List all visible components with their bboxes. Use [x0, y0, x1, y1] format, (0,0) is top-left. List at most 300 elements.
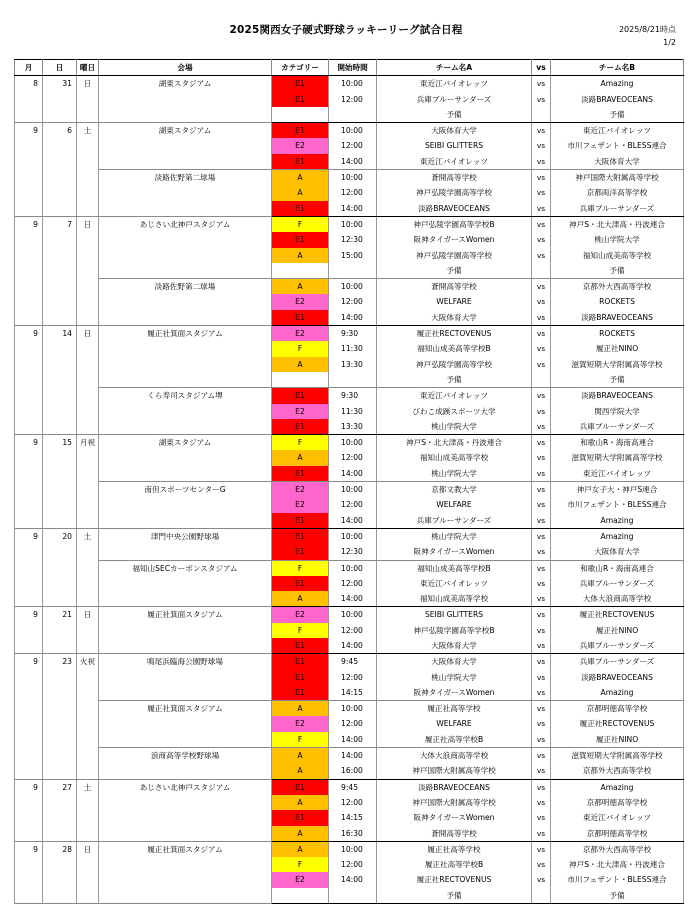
- vs-cell: vs: [532, 92, 551, 107]
- category-cell: E1: [272, 685, 329, 701]
- team-a-cell: 兵庫ブルーサンダーズ: [377, 92, 532, 107]
- category-cell: A: [272, 795, 329, 810]
- game-row: [15, 482, 684, 498]
- venue-cell: 淡路佐野第二球場: [99, 170, 272, 217]
- game-row: [15, 76, 684, 92]
- vs-cell: vs: [532, 435, 551, 451]
- vs-cell: vs: [532, 497, 551, 512]
- team-a-cell: 阪神タイガースWomen: [377, 685, 532, 701]
- vs-cell: vs: [532, 716, 551, 731]
- vs-cell: vs: [532, 326, 551, 342]
- start-time-cell: 10:00: [329, 435, 377, 451]
- vs-cell: vs: [532, 591, 551, 607]
- start-time-cell: 12:00: [329, 857, 377, 872]
- team-b-cell: 神戸S・北大津高・丹波連合: [551, 216, 684, 232]
- start-time-cell: 12:00: [329, 670, 377, 685]
- vs-cell: vs: [532, 201, 551, 217]
- start-time-cell: 12:00: [329, 795, 377, 810]
- as-of-date: 2025/8/21時点: [618, 25, 676, 34]
- category-cell: E2: [272, 404, 329, 419]
- category-cell: [272, 888, 329, 904]
- team-a-cell: 履正社RECTOVENUS: [377, 872, 532, 887]
- start-time-cell: 12:30: [329, 232, 377, 247]
- category-cell: A: [272, 748, 329, 764]
- vs-cell: vs: [532, 513, 551, 529]
- team-a-cell: 予備: [377, 263, 532, 279]
- team-a-cell: 履正社RECTOVENUS: [377, 326, 532, 342]
- header-venue: 会場: [99, 60, 272, 76]
- weekday-cell: 日: [77, 607, 99, 654]
- team-a-cell: WELFARE: [377, 716, 532, 731]
- start-time-cell: 14:15: [329, 685, 377, 701]
- start-time-cell: 14:00: [329, 201, 377, 217]
- vs-cell: vs: [532, 138, 551, 153]
- team-b-cell: 履正社NINO: [551, 732, 684, 748]
- month-cell: 9: [15, 528, 43, 606]
- category-cell: E1: [272, 528, 329, 544]
- category-cell: E1: [272, 419, 329, 435]
- game-row: [15, 528, 684, 544]
- day-cell: 6: [43, 123, 77, 217]
- team-a-cell: 大阪体育大学: [377, 310, 532, 326]
- month-cell: 8: [15, 76, 43, 123]
- month-cell: 9: [15, 216, 43, 325]
- venue-cell: 履正社箕面スタジアム: [99, 607, 272, 654]
- start-time-cell: 11:30: [329, 404, 377, 419]
- start-time-cell: 9:45: [329, 654, 377, 670]
- venue-cell: 津門中央公園野球場: [99, 528, 272, 560]
- category-cell: E2: [272, 716, 329, 731]
- team-b-cell: 予備: [551, 263, 684, 279]
- team-b-cell: 予備: [551, 372, 684, 388]
- team-a-cell: WELFARE: [377, 497, 532, 512]
- vs-cell: vs: [532, 607, 551, 623]
- team-b-cell: 淡路BRAVEOCEANS: [551, 92, 684, 107]
- start-time-cell: 14:00: [329, 872, 377, 887]
- start-time-cell: 12:00: [329, 294, 377, 309]
- weekday-cell: 日: [77, 326, 99, 435]
- start-time-cell: [329, 372, 377, 388]
- venue-cell: くら寿司スタジアム堺: [99, 388, 272, 435]
- start-time-cell: 15:00: [329, 248, 377, 263]
- category-cell: F: [272, 857, 329, 872]
- category-cell: [272, 372, 329, 388]
- day-cell: 21: [43, 607, 77, 654]
- category-cell: E1: [272, 310, 329, 326]
- start-time-cell: 14:00: [329, 591, 377, 607]
- category-cell: A: [272, 357, 329, 372]
- start-time-cell: [329, 107, 377, 123]
- start-time-cell: 13:30: [329, 419, 377, 435]
- venue-cell: 湖東スタジアム: [99, 123, 272, 170]
- vs-cell: vs: [532, 685, 551, 701]
- team-a-cell: 大阪体育大学: [377, 123, 532, 139]
- team-a-cell: 予備: [377, 107, 532, 123]
- weekday-cell: 土: [77, 123, 99, 217]
- team-a-cell: 神戸弘陵学園高等学校: [377, 185, 532, 200]
- team-a-cell: 阪神タイガースWomen: [377, 810, 532, 825]
- vs-cell: [532, 107, 551, 123]
- start-time-cell: 10:00: [329, 76, 377, 92]
- category-cell: [272, 107, 329, 123]
- team-b-cell: 履正社RECTOVENUS: [551, 716, 684, 731]
- category-cell: A: [272, 170, 329, 186]
- start-time-cell: 12:00: [329, 185, 377, 200]
- team-b-cell: 兵庫ブルーサンダーズ: [551, 201, 684, 217]
- team-a-cell: 予備: [377, 888, 532, 904]
- vs-cell: vs: [532, 357, 551, 372]
- header-weekday: 曜日: [77, 60, 99, 76]
- start-time-cell: 12:00: [329, 576, 377, 591]
- team-a-cell: 大体大浪商高等学校: [377, 748, 532, 764]
- vs-cell: vs: [532, 732, 551, 748]
- header-category: カテゴリー: [272, 60, 329, 76]
- team-a-cell: 桃山学院大学: [377, 670, 532, 685]
- start-time-cell: 12:00: [329, 716, 377, 731]
- vs-cell: vs: [532, 482, 551, 498]
- team-b-cell: 京都外大西高等学校: [551, 763, 684, 779]
- vs-cell: vs: [532, 826, 551, 842]
- category-cell: E1: [272, 670, 329, 685]
- team-a-cell: 東近江バイオレッツ: [377, 76, 532, 92]
- day-cell: 31: [43, 76, 77, 123]
- start-time-cell: 14:00: [329, 310, 377, 326]
- venue-cell: あじさい北神戸スタジアム: [99, 779, 272, 841]
- vs-cell: vs: [532, 216, 551, 232]
- team-b-cell: 兵庫ブルーサンダーズ: [551, 419, 684, 435]
- category-cell: E1: [272, 123, 329, 139]
- month-cell: 9: [15, 326, 43, 435]
- start-time-cell: 10:00: [329, 528, 377, 544]
- game-row: [15, 123, 684, 139]
- team-b-cell: 兵庫ブルーサンダーズ: [551, 638, 684, 654]
- game-row: [15, 607, 684, 623]
- vs-cell: vs: [532, 170, 551, 186]
- game-row: [15, 701, 684, 717]
- start-time-cell: 10:00: [329, 841, 377, 857]
- game-row: [15, 279, 684, 295]
- start-time-cell: 14:00: [329, 748, 377, 764]
- category-cell: E2: [272, 138, 329, 153]
- schedule-table: [14, 59, 684, 904]
- team-b-cell: 兵庫ブルーサンダーズ: [551, 654, 684, 670]
- team-b-cell: 予備: [551, 888, 684, 904]
- team-b-cell: 東近江バイオレッツ: [551, 466, 684, 482]
- game-row: [15, 779, 684, 795]
- start-time-cell: 12:00: [329, 138, 377, 153]
- team-b-cell: 福知山成美高等学校: [551, 248, 684, 263]
- team-b-cell: 市川フェザント・BLESS連合: [551, 497, 684, 512]
- game-row: [15, 170, 684, 186]
- vs-cell: vs: [532, 857, 551, 872]
- start-time-cell: 12:00: [329, 623, 377, 638]
- start-time-cell: 14:00: [329, 638, 377, 654]
- team-a-cell: 神戸弘陵学園高等学校: [377, 357, 532, 372]
- team-a-cell: 東近江バイオレッツ: [377, 576, 532, 591]
- venue-cell: 履正社箕面スタジアム: [99, 326, 272, 388]
- vs-cell: [532, 888, 551, 904]
- game-row: [15, 560, 684, 576]
- header-vs: vs: [532, 60, 551, 76]
- category-cell: A: [272, 841, 329, 857]
- header-month: 月: [15, 60, 43, 76]
- category-cell: E1: [272, 154, 329, 170]
- header-team-a: チーム名A: [377, 60, 532, 76]
- schedule-body: [15, 76, 684, 904]
- team-b-cell: 神戸国際大附属高等学校: [551, 170, 684, 186]
- team-b-cell: ROCKETS: [551, 326, 684, 342]
- month-cell: 9: [15, 779, 43, 841]
- header-team-b: チーム名B: [551, 60, 684, 76]
- header-row: [15, 60, 684, 76]
- vs-cell: vs: [532, 748, 551, 764]
- start-time-cell: 16:30: [329, 826, 377, 842]
- vs-cell: [532, 372, 551, 388]
- category-cell: F: [272, 216, 329, 232]
- category-cell: E1: [272, 638, 329, 654]
- start-time-cell: 10:00: [329, 560, 377, 576]
- team-a-cell: 大阪体育大学: [377, 638, 532, 654]
- category-cell: E1: [272, 201, 329, 217]
- team-b-cell: Amazing: [551, 513, 684, 529]
- team-a-cell: 神戸弘陵学園高等学校: [377, 248, 532, 263]
- team-a-cell: 阪神タイガースWomen: [377, 232, 532, 247]
- day-cell: 14: [43, 326, 77, 435]
- team-b-cell: 滋賀短期大学附属高等学校: [551, 357, 684, 372]
- team-b-cell: 予備: [551, 107, 684, 123]
- team-b-cell: ROCKETS: [551, 294, 684, 309]
- category-cell: E2: [272, 482, 329, 498]
- vs-cell: vs: [532, 419, 551, 435]
- category-cell: E2: [272, 326, 329, 342]
- team-b-cell: 東近江バイオレッツ: [551, 810, 684, 825]
- team-b-cell: 淡路BRAVEOCEANS: [551, 670, 684, 685]
- vs-cell: vs: [532, 310, 551, 326]
- vs-cell: vs: [532, 450, 551, 465]
- vs-cell: vs: [532, 872, 551, 887]
- category-cell: E1: [272, 388, 329, 404]
- venue-cell: 湖東スタジアム: [99, 76, 272, 123]
- category-cell: E1: [272, 576, 329, 591]
- team-b-cell: 桃山学院大学: [551, 232, 684, 247]
- category-cell: E1: [272, 92, 329, 107]
- team-b-cell: Amazing: [551, 528, 684, 544]
- team-a-cell: 福知山成美高等学校B: [377, 560, 532, 576]
- start-time-cell: 12:00: [329, 497, 377, 512]
- category-cell: A: [272, 279, 329, 295]
- category-cell: F: [272, 623, 329, 638]
- team-b-cell: 市川フェザント・BLESS連合: [551, 872, 684, 887]
- team-a-cell: 大阪体育大学: [377, 654, 532, 670]
- team-a-cell: 兵庫ブルーサンダーズ: [377, 513, 532, 529]
- start-time-cell: [329, 263, 377, 279]
- team-a-cell: 京都文教大学: [377, 482, 532, 498]
- month-cell: 9: [15, 654, 43, 779]
- vs-cell: vs: [532, 466, 551, 482]
- team-b-cell: 履正社NINO: [551, 341, 684, 356]
- start-time-cell: 16:00: [329, 763, 377, 779]
- team-b-cell: 大体大浪商高等学校: [551, 591, 684, 607]
- team-b-cell: 滋賀短期大学附属高等学校: [551, 748, 684, 764]
- category-cell: F: [272, 435, 329, 451]
- weekday-cell: 土: [77, 528, 99, 606]
- team-b-cell: 京都両洋高等学校: [551, 185, 684, 200]
- category-cell: A: [272, 450, 329, 465]
- vs-cell: [532, 263, 551, 279]
- day-cell: 15: [43, 435, 77, 529]
- team-a-cell: 阪神タイガースWomen: [377, 544, 532, 560]
- team-b-cell: 和歌山R・海南高連合: [551, 560, 684, 576]
- team-b-cell: Amazing: [551, 779, 684, 795]
- category-cell: F: [272, 732, 329, 748]
- start-time-cell: 10:00: [329, 123, 377, 139]
- category-cell: A: [272, 185, 329, 200]
- team-b-cell: 淡路BRAVEOCEANS: [551, 310, 684, 326]
- vs-cell: vs: [532, 123, 551, 139]
- team-b-cell: 京都外大西高等学校: [551, 841, 684, 857]
- vs-cell: vs: [532, 294, 551, 309]
- day-cell: 20: [43, 528, 77, 606]
- team-b-cell: 神戸S・北大津高・丹波連合: [551, 857, 684, 872]
- start-time-cell: 10:00: [329, 216, 377, 232]
- game-row: [15, 435, 684, 451]
- day-cell: 7: [43, 216, 77, 325]
- vs-cell: vs: [532, 341, 551, 356]
- start-time-cell: 12:00: [329, 450, 377, 465]
- header-start-time: 開始時間: [329, 60, 377, 76]
- team-a-cell: 神戸弘陵学園高等学校B: [377, 623, 532, 638]
- team-a-cell: 東近江バイオレッツ: [377, 154, 532, 170]
- vs-cell: vs: [532, 154, 551, 170]
- start-time-cell: 9:45: [329, 779, 377, 795]
- start-time-cell: [329, 888, 377, 904]
- vs-cell: vs: [532, 232, 551, 247]
- start-time-cell: 14:00: [329, 732, 377, 748]
- weekday-cell: 日: [77, 216, 99, 325]
- category-cell: E1: [272, 466, 329, 482]
- team-a-cell: 桃山学院大学: [377, 419, 532, 435]
- game-row: [15, 841, 684, 857]
- category-cell: E1: [272, 544, 329, 560]
- start-time-cell: 14:00: [329, 154, 377, 170]
- venue-cell: 履正社箕面スタジアム: [99, 701, 272, 748]
- page-number: 1/2: [663, 38, 676, 47]
- start-time-cell: 14:15: [329, 810, 377, 825]
- team-a-cell: 福知山成美高等学校: [377, 591, 532, 607]
- team-b-cell: 和歌山R・海南高連合: [551, 435, 684, 451]
- team-a-cell: WELFARE: [377, 294, 532, 309]
- team-b-cell: 市川フェザント・BLESS連合: [551, 138, 684, 153]
- game-row: [15, 654, 684, 670]
- vs-cell: vs: [532, 701, 551, 717]
- team-a-cell: 東近江バイオレッツ: [377, 388, 532, 404]
- month-cell: 9: [15, 123, 43, 217]
- team-a-cell: 福知山成美高等学校B: [377, 341, 532, 356]
- vs-cell: vs: [532, 248, 551, 263]
- start-time-cell: 14:00: [329, 466, 377, 482]
- venue-cell: 福知山SECカーボンスタジアム: [99, 560, 272, 607]
- category-cell: F: [272, 560, 329, 576]
- team-a-cell: 桃山学院大学: [377, 466, 532, 482]
- game-row: [15, 388, 684, 404]
- month-cell: 9: [15, 841, 43, 903]
- team-a-cell: 蒼開高等学校: [377, 279, 532, 295]
- vs-cell: vs: [532, 638, 551, 654]
- team-b-cell: 滋賀短期大学附属高等学校: [551, 450, 684, 465]
- vs-cell: vs: [532, 670, 551, 685]
- game-row: [15, 216, 684, 232]
- venue-cell: 湖東スタジアム: [99, 435, 272, 482]
- team-a-cell: 蒼開高等学校: [377, 170, 532, 186]
- category-cell: E1: [272, 779, 329, 795]
- venue-cell: あじさい北神戸スタジアム: [99, 216, 272, 278]
- team-b-cell: 京都明徳高等学校: [551, 701, 684, 717]
- team-b-cell: 淡路BRAVEOCEANS: [551, 388, 684, 404]
- start-time-cell: 14:00: [329, 513, 377, 529]
- game-row: [15, 748, 684, 764]
- month-cell: 9: [15, 435, 43, 529]
- category-cell: E1: [272, 232, 329, 247]
- category-cell: E1: [272, 76, 329, 92]
- start-time-cell: 9:30: [329, 326, 377, 342]
- start-time-cell: 12:00: [329, 92, 377, 107]
- team-b-cell: 履正社NINO: [551, 623, 684, 638]
- team-a-cell: 蒼開高等学校: [377, 826, 532, 842]
- weekday-cell: 土: [77, 779, 99, 841]
- header-day: 日: [43, 60, 77, 76]
- category-cell: [272, 263, 329, 279]
- vs-cell: vs: [532, 560, 551, 576]
- venue-cell: 浪商高等学校野球場: [99, 748, 272, 780]
- day-cell: 23: [43, 654, 77, 779]
- category-cell: E2: [272, 872, 329, 887]
- team-a-cell: 履正社高等学校: [377, 701, 532, 717]
- team-a-cell: 淡路BRAVEOCEANS: [377, 779, 532, 795]
- team-b-cell: 京都明徳高等学校: [551, 795, 684, 810]
- venue-cell: 南但スポーツセンターG: [99, 482, 272, 529]
- category-cell: A: [272, 591, 329, 607]
- team-a-cell: 福知山成美高等学校: [377, 450, 532, 465]
- team-a-cell: SEIBI GLITTERS: [377, 138, 532, 153]
- weekday-cell: 日: [77, 841, 99, 903]
- team-b-cell: 東近江バイオレッツ: [551, 123, 684, 139]
- vs-cell: vs: [532, 388, 551, 404]
- start-time-cell: 10:00: [329, 170, 377, 186]
- start-time-cell: 10:00: [329, 482, 377, 498]
- team-a-cell: 神戸国際大附属高等学校: [377, 763, 532, 779]
- team-a-cell: 履正社高等学校B: [377, 857, 532, 872]
- vs-cell: vs: [532, 654, 551, 670]
- start-time-cell: 11:30: [329, 341, 377, 356]
- page-title: 2025関西女子硬式野球ラッキーリーグ試合日程: [229, 24, 463, 36]
- start-time-cell: 12:30: [329, 544, 377, 560]
- team-a-cell: 履正社高等学校B: [377, 732, 532, 748]
- team-b-cell: 履正社RECTOVENUS: [551, 607, 684, 623]
- weekday-cell: 月祝: [77, 435, 99, 529]
- month-cell: 9: [15, 607, 43, 654]
- team-a-cell: 履正社高等学校: [377, 841, 532, 857]
- vs-cell: vs: [532, 810, 551, 825]
- category-cell: E2: [272, 294, 329, 309]
- vs-cell: vs: [532, 404, 551, 419]
- start-time-cell: 10:00: [329, 607, 377, 623]
- team-a-cell: SEIBI GLITTERS: [377, 607, 532, 623]
- team-b-cell: Amazing: [551, 685, 684, 701]
- vs-cell: vs: [532, 841, 551, 857]
- team-b-cell: 大阪体育大学: [551, 154, 684, 170]
- vs-cell: vs: [532, 795, 551, 810]
- vs-cell: vs: [532, 576, 551, 591]
